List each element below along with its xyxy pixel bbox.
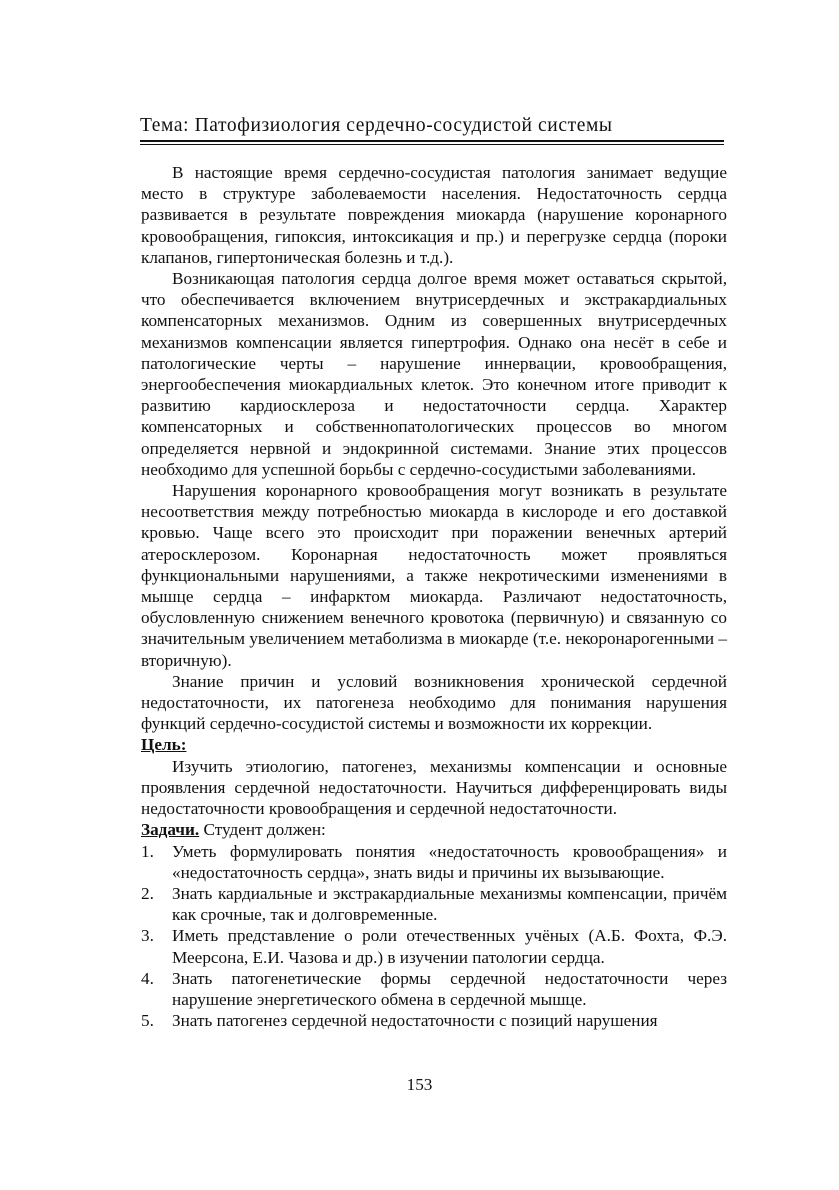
list-item — [141, 883, 727, 925]
goal-label: Цель: — [141, 735, 187, 755]
list-item-text: Знать патогенез сердечной недостаточности с позиций нарушения — [172, 1011, 658, 1031]
list-item-text: Знать кардиальные и экстракардиальные механизмы компенсации, причём как срочные, так и долговременные. — [172, 883, 727, 925]
header-rule-thin — [140, 144, 724, 145]
list-item-number: 2. — [141, 883, 154, 903]
tasks-heading — [141, 819, 727, 840]
page-number: 153 — [406, 1075, 433, 1094]
goal-heading — [141, 734, 727, 755]
list-item-text: Уметь формулировать понятия «недостаточность кровообращения» и «недостаточность сердца», знать виды и причины их вызывающие. — [172, 841, 727, 882]
list-item — [141, 925, 727, 967]
list-item — [141, 841, 727, 883]
list-item-number: 4. — [141, 968, 154, 988]
tasks-intro: Студент должен: — [199, 820, 326, 840]
list-item-text: Иметь представление о роли отечественных учёных (А.Б. Фохта, Ф.Э. Меерсона, Е.И. Чазова и др.) в изучении патологии сердца. — [172, 926, 727, 967]
paragraph-intro: В настоящие время сердечно-сосудистая патология занимает ведущие место в структуре заболеваемости населения. Недостаточность сердца развивается в результате повреждения миокарда (нарушение коронарного кровообращения, гипоксия, интоксикация и пр.) и перегрузке сердца (пороки клапанов, гипертоническая болезнь и т.д.). — [141, 163, 727, 267]
page-header — [140, 114, 724, 145]
list-item — [141, 1010, 727, 1031]
header-rule-thick — [140, 140, 724, 142]
list-item-text: Знать патогенетические формы сердечной недостаточности через нарушение энергетического обмена в сердечной мышце. — [172, 968, 727, 1009]
paragraph-knowledge: Знание причин и условий возникновения хронической сердечной недостаточности, их патогенеза необходимо для понимания нарушения функций сердечно-сосудистой системы и возможности их коррекции. — [141, 671, 727, 734]
topic-title: Тема: Патофизиология сердечно-сосудистой системы — [140, 115, 613, 136]
list-item-number: 1. — [141, 841, 154, 861]
goal-text: Изучить этиологию, патогенез, механизмы компенсации и основные проявления сердечной недостаточности. Научиться дифференцировать виды недостаточности кровообращения и сердечной недостаточности. — [141, 756, 727, 819]
list-item-number: 5. — [141, 1011, 154, 1031]
paragraph-compensation: Возникающая патология сердца долгое время может оставаться скрытой, что обеспечивается включением внутрисердечных и экстракардиальных компенсаторных механизмов. Одним из совершенных внутрисердечных механизмов компенсации является гипертрофия. Однако она несёт в себе и патологические черты – нарушение иннервации, кровообращения, энергообеспечения миокардиальных клеток. Это конечном итоге приводит к развитию кардиосклероза и недостаточности сердца. Характер компенсаторных и собственнопатологических процессов во многом определяется нервной и эндокринной системами. Знание этих процессов необходимо для успешной борьбы с сердечно-сосудистыми заболеваниями. — [141, 269, 727, 479]
list-item-number: 3. — [141, 926, 154, 946]
tasks-label: Задачи. — [141, 820, 200, 840]
list-item — [141, 968, 727, 1010]
paragraph-coronary: Нарушения коронарного кровообращения могут возникать в результате несоответствия между потребностью миокарда в кислороде и его доставкой кровью. Чаще всего это происходит при поражении венечных артерий атеросклерозом. Коронарная недостаточность может проявляться функциональными нарушениями, а также некротическими изменениями в мышце сердца – инфарктом миокарда. Различают недостаточность, обусловленную снижением венечного кровотока (первичную) и связанную со значительным увеличением метаболизма в миокарде (т.е. некоронарогенными – вторичную). — [141, 481, 727, 670]
page-body — [141, 162, 727, 1031]
tasks-list — [141, 841, 727, 1032]
